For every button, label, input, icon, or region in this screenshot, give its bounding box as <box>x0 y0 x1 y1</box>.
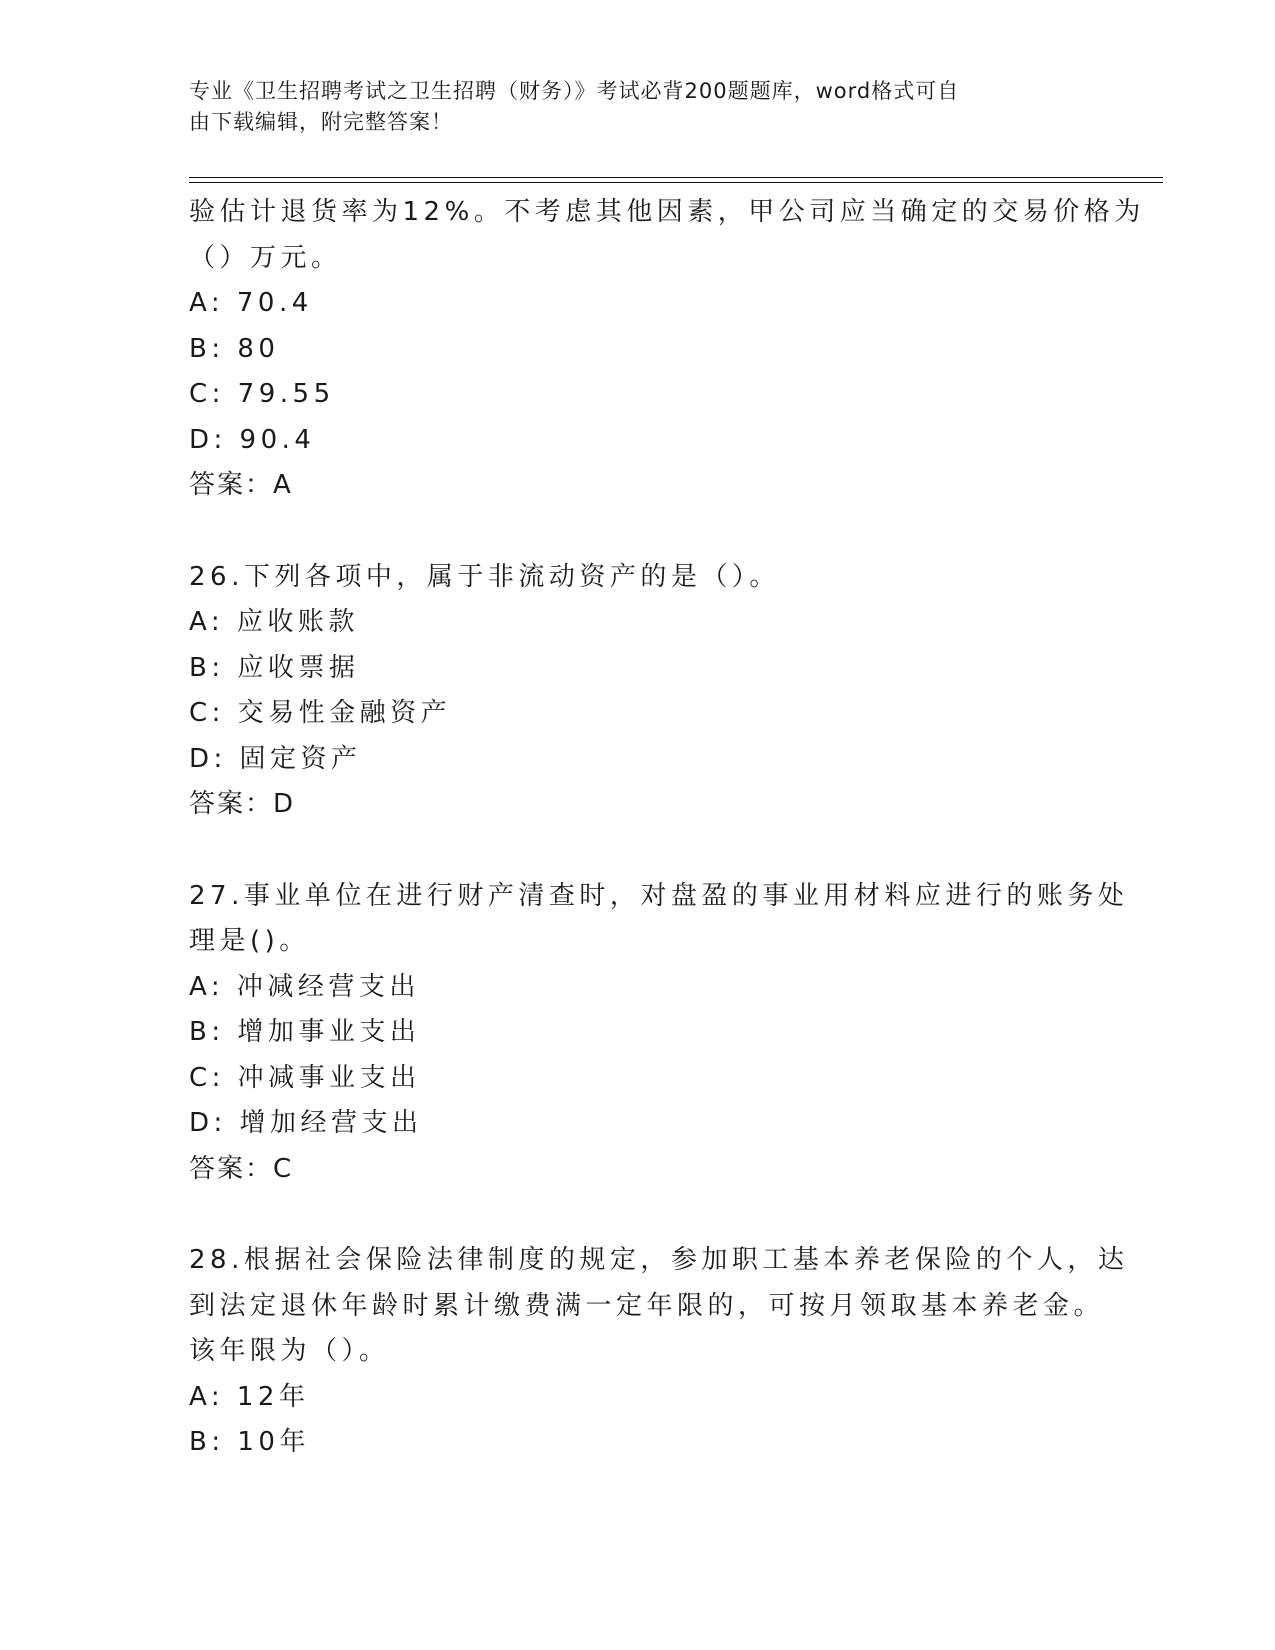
header-line-1: 专业《卫生招聘考试之卫生招聘（财务）》考试必背200题题库，word格式可自 <box>189 79 960 103</box>
question-stem: 到法定退休年龄时累计缴费满一定年限的，可按月领取基本养老金。 <box>189 1290 1105 1321</box>
option-a: A: 应收账款 <box>189 607 359 637</box>
question-stem: 该年限为（）。 <box>189 1336 390 1366</box>
document-header <box>189 76 1089 138</box>
option-a: A: 12年 <box>189 1381 310 1412</box>
option-a: A: 70.4 <box>189 288 313 318</box>
question-stem: 26.下列各项中，属于非流动资产的是（）。 <box>189 561 780 592</box>
question-stem: （）万元。 <box>189 242 342 273</box>
answer: 答案：D <box>189 789 296 819</box>
answer: 答案：C <box>189 1153 294 1184</box>
option-b: B: 应收票据 <box>189 652 360 683</box>
header-rule-top <box>189 177 1163 178</box>
header-rule-bottom <box>189 182 1163 183</box>
spacer <box>189 1192 1089 1238</box>
question-25 <box>189 190 1145 509</box>
option-b: B: 80 <box>189 333 280 364</box>
option-d: D: 固定资产 <box>189 743 362 774</box>
spacer <box>189 828 1089 874</box>
option-c: C: 交易性金融资产 <box>189 698 452 728</box>
spacer <box>189 509 1089 555</box>
question-stem: 验估计退货率为12%。不考虑其他因素，甲公司应当确定的交易价格为 <box>189 197 1145 227</box>
option-c: C: 79.55 <box>189 379 335 409</box>
option-b: B: 10年 <box>189 1427 310 1457</box>
question-28 <box>189 1238 1129 1466</box>
option-a: A: 冲减经营支出 <box>189 971 420 1002</box>
question-stem: 28.根据社会保险法律制度的规定，参加职工基本养老保险的个人，达 <box>189 1245 1129 1275</box>
header-line-2: 由下载编辑，附完整答案！ <box>189 110 453 134</box>
option-c: C: 冲减事业支出 <box>189 1062 421 1093</box>
question-stem: 理是()。 <box>189 926 310 956</box>
question-27 <box>189 874 1129 1193</box>
option-d: D: 90.4 <box>189 424 316 455</box>
answer: 答案：A <box>189 470 293 500</box>
question-26 <box>189 555 1089 828</box>
option-b: B: 增加事业支出 <box>189 1017 421 1047</box>
question-stem: 27.事业单位在进行财产清查时，对盘盈的事业用材料应进行的账务处 <box>189 880 1129 911</box>
question-content <box>189 190 1145 1466</box>
option-d: D: 增加经营支出 <box>189 1108 423 1138</box>
